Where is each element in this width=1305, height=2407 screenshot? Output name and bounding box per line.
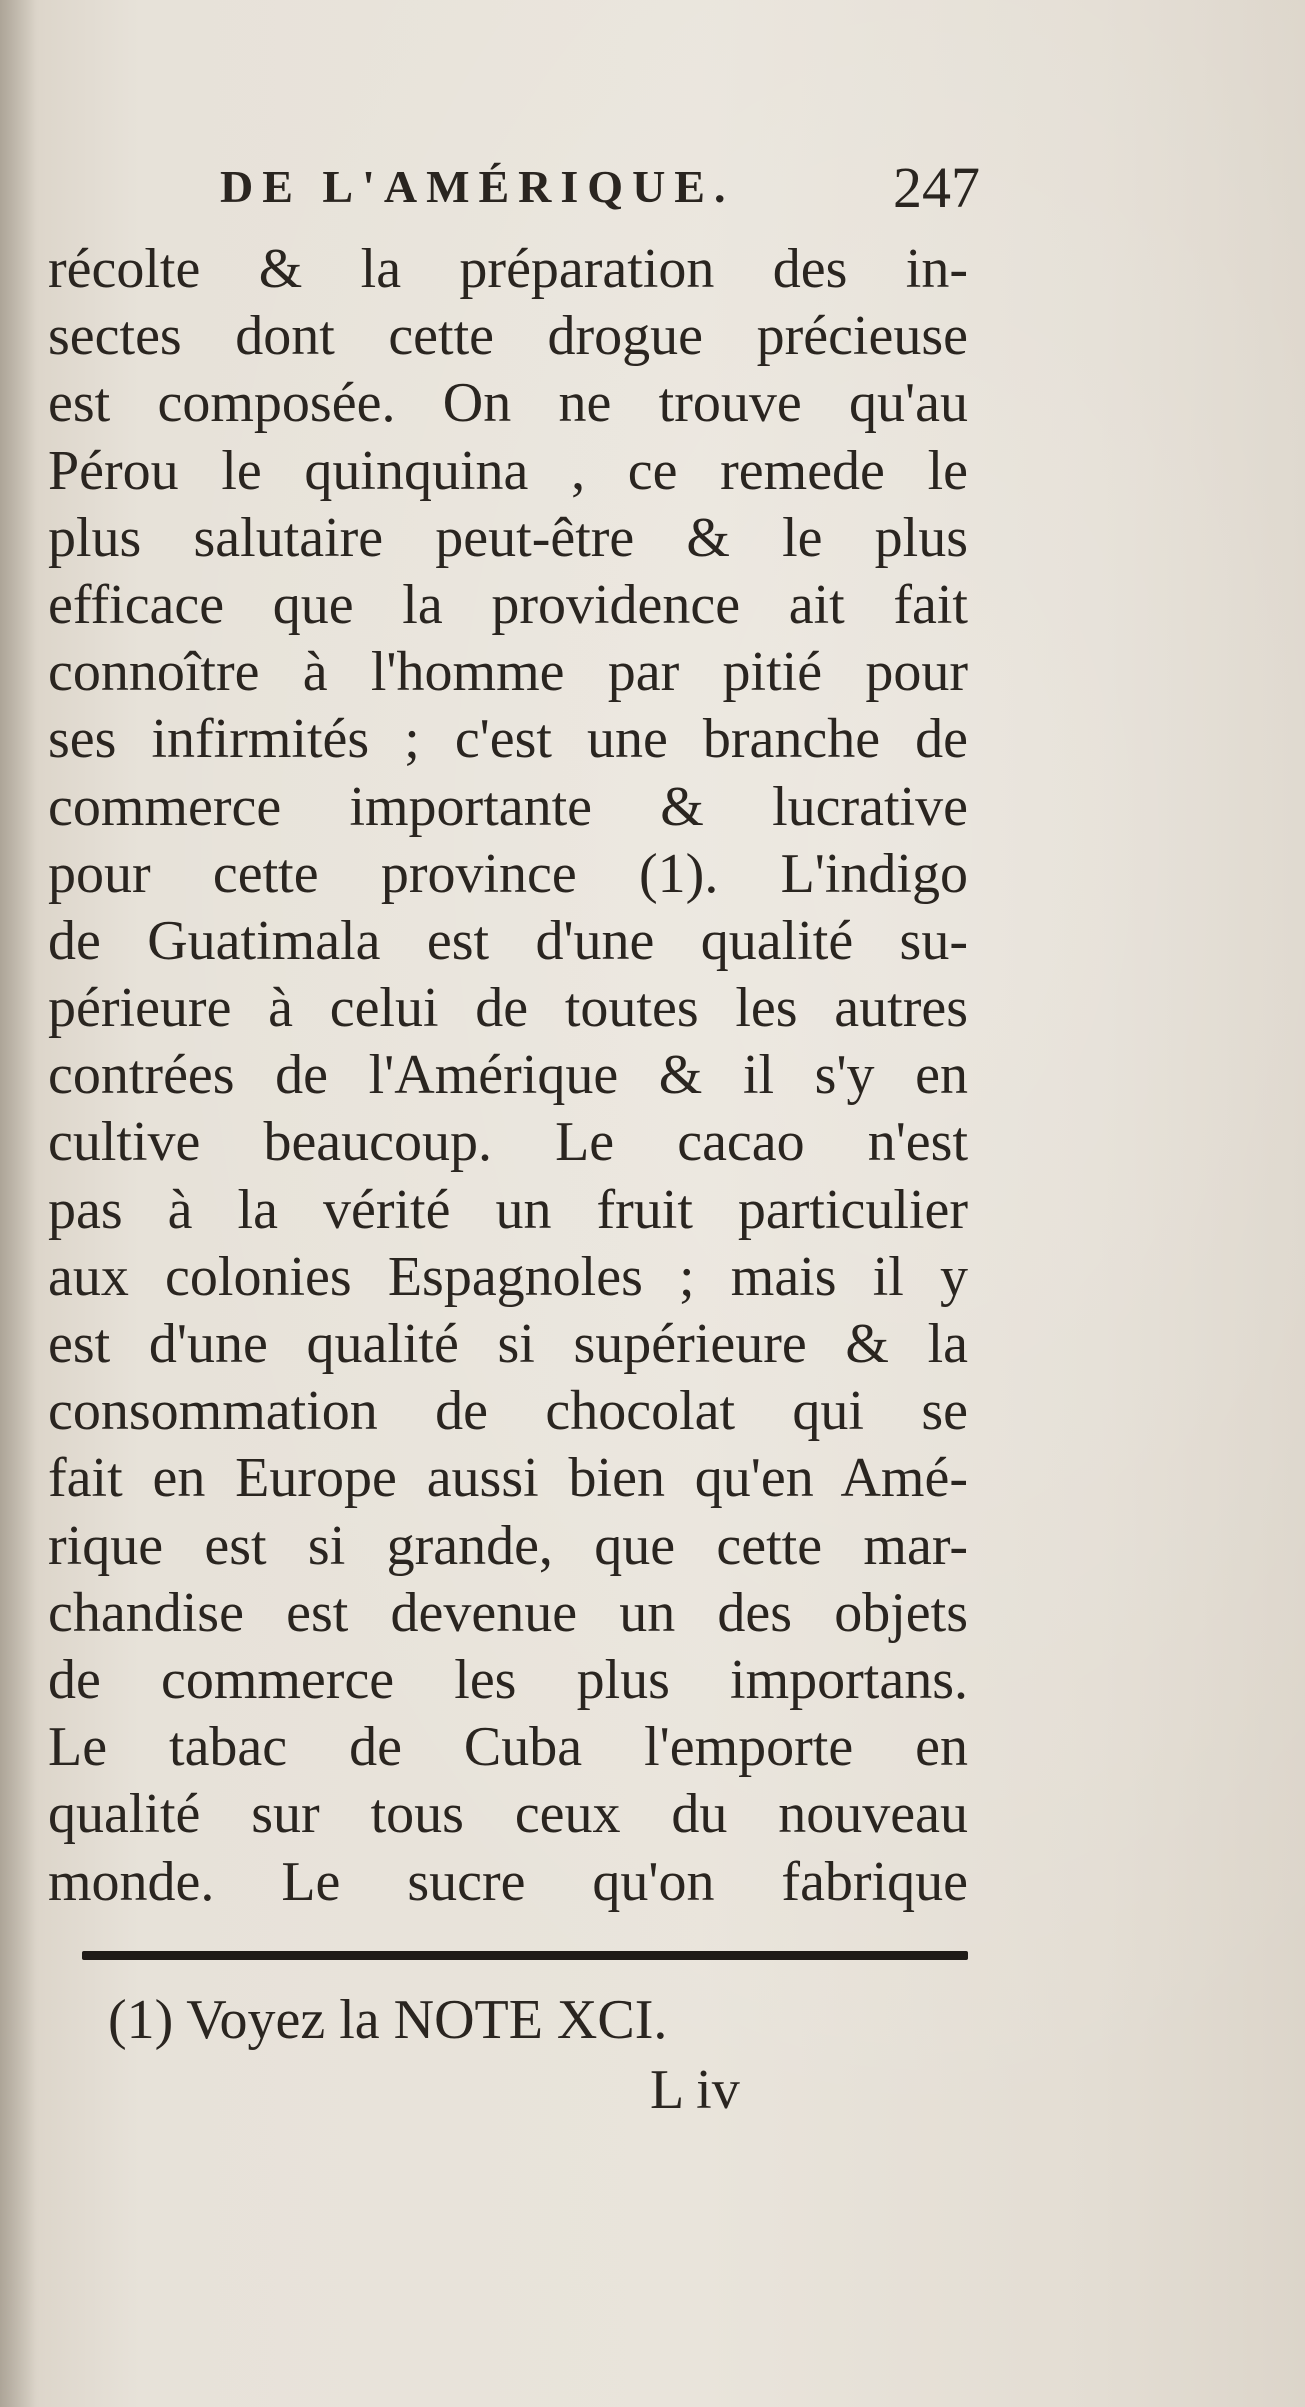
text-line: plus salutaire peut-être & le plus — [48, 506, 968, 569]
text-line: Le tabac de Cuba l'emporte en — [48, 1716, 968, 1779]
text-line: récolte & la préparation des in- — [48, 238, 968, 300]
text-line: efficace que la providence ait fait — [48, 573, 968, 636]
text-line: commerce importante & lucrative — [48, 775, 968, 838]
footnote-rule — [82, 1951, 968, 1960]
running-head: DE L'AMÉRIQUE. — [220, 161, 735, 212]
text-line: ses infirmités ; c'est une branche de — [48, 708, 968, 771]
text-line: pas à la vérité un fruit particulier — [48, 1178, 968, 1241]
text-line: rique est si grande, que cette mar- — [48, 1514, 968, 1577]
text-line: connoître à l'homme par pitié pour — [48, 641, 968, 704]
text-line: Pérou le quinquina , ce remede le — [48, 439, 968, 502]
text-line: monde. Le sucre qu'on fabrique — [48, 1850, 968, 1913]
page-header — [220, 155, 980, 230]
text-line: chandise est devenue un des objets — [48, 1581, 968, 1644]
text-line: sectes dont cette drogue précieuse — [48, 305, 968, 368]
text-line: est composée. On ne trouve qu'au — [48, 372, 968, 435]
text-line: aux colonies Espagnoles ; mais il y — [48, 1245, 968, 1308]
text-line: périeure à celui de toutes les autres — [48, 977, 968, 1040]
page-number: 247 — [893, 155, 980, 220]
text-line: consommation de chocolat qui se — [48, 1380, 968, 1443]
text-line: de commerce les plus importans. — [48, 1648, 968, 1711]
text-line: est d'une qualité si supérieure & la — [48, 1313, 968, 1375]
text-line: fait en Europe aussi bien qu'en Amé- — [48, 1447, 968, 1510]
text-line: de Guatimala est d'une qualité su- — [48, 909, 968, 972]
footnote: (1) Voyez la NOTE XCI. — [108, 1989, 668, 2051]
body-text — [48, 236, 968, 1916]
text-line: cultive beaucoup. Le cacao n'est — [48, 1111, 968, 1174]
gutter-shadow — [0, 0, 36, 2407]
text-line: contrées de l'Amérique & il s'y en — [48, 1044, 968, 1107]
text-line: pour cette province (1). L'indigo — [48, 842, 968, 905]
signature-mark: L iv — [650, 2059, 740, 2121]
text-line: qualité sur tous ceux du nouveau — [48, 1783, 968, 1846]
